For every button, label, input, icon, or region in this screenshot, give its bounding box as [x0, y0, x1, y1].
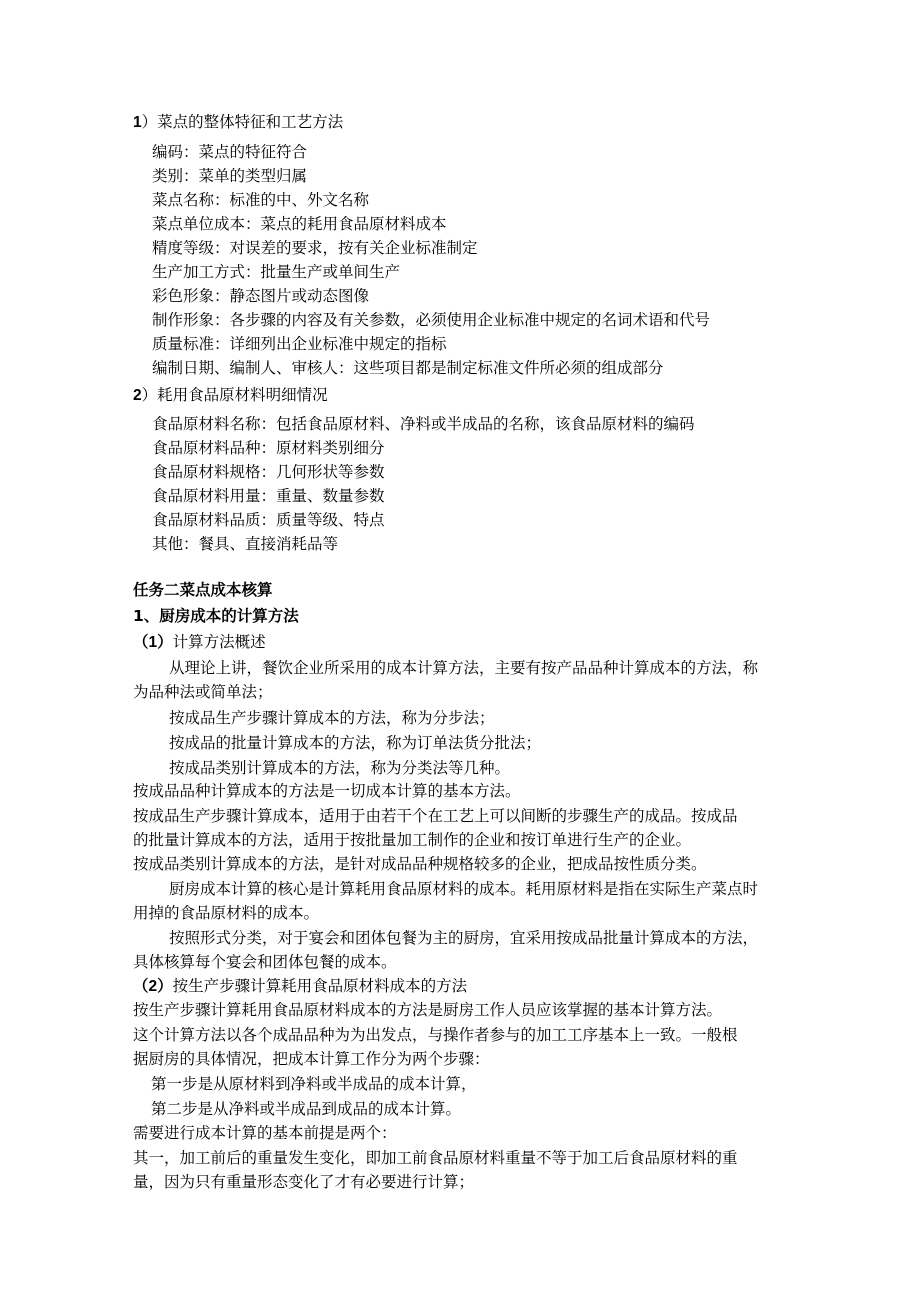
section1-item: 彩色形象：静态图片或动态图像: [152, 287, 370, 305]
part1-number: （1）: [133, 634, 173, 651]
section1-title: ）菜点的整体特征和工艺方法: [141, 113, 344, 131]
section1-item: 类别：菜单的类型归属: [152, 167, 308, 185]
section1-item: 精度等级：对误差的要求，按有关企业标准制定: [152, 239, 478, 257]
section1-number: 1: [133, 114, 142, 131]
part1-heading: [133, 630, 266, 655]
part2-title: 按生产步骤计算耗用食品原材料成本的方法: [172, 977, 468, 995]
part1-title: 计算方法概述: [172, 633, 266, 651]
part1-line: 按成品的批量计算成本的方法，称为订单法货分批法；: [169, 734, 542, 752]
part2-line: 这个计算方法以各个成品品种为为出发点，与操作者参与的加工工序基本上一致。一般根: [133, 1026, 738, 1044]
part2-heading: [133, 974, 467, 999]
part2-line: 量，因为只有重量形态变化了才有必要进行计算；: [133, 1173, 475, 1191]
section2-item: 食品原材料名称：包括食品原材料、净料或半成品的名称，该食品原材料的编码: [152, 415, 695, 433]
part1-line: 按成品品种计算成本的方法是一切成本计算的基本方法。: [133, 782, 521, 800]
part2-line: 其一，加工前后的重量发生变化，即加工前食品原材料重量不等于加工后食品原材料的重: [133, 1149, 738, 1167]
part1-line: 为品种法或简单法；: [133, 683, 273, 701]
part2-line: 第一步是从原材料到净料或半成品的成本计算，: [151, 1075, 477, 1093]
part2-number: （2）: [133, 978, 173, 995]
section1-heading: [133, 110, 343, 135]
part2-line: 需要进行成本计算的基本前提是两个：: [133, 1124, 397, 1142]
part1-line: 按成品类别计算成本的方法，是针对成品品种规格较多的企业，把成品按性质分类。: [133, 855, 707, 873]
part1-line: 厨房成本计算的核心是计算耗用食品原材料的成本。耗用原材料是指在实际生产菜点时: [169, 880, 759, 898]
part2-line: 第二步是从净料或半成品到成品的成本计算。: [151, 1100, 462, 1118]
section2-item: 其他：餐具、直接消耗品等: [152, 535, 339, 553]
task-subtitle: 1、厨房成本的计算方法: [133, 607, 299, 625]
section1-item: 编码：菜点的特征符合: [152, 143, 308, 161]
section1-item: 菜点名称：标准的中、外文名称: [152, 191, 370, 209]
section2-heading: [133, 383, 328, 408]
section2-item: 食品原材料品种：原材料类别细分: [152, 439, 385, 457]
part1-line: 用掉的食品原材料的成本。: [133, 904, 320, 922]
section1-item: 编制日期、编制人、审核人：这些项目都是制定标准文件所必须的组成部分: [152, 359, 664, 377]
part1-line: 具体核算每个宴会和团体包餐的成本。: [133, 953, 397, 971]
section2-item: 食品原材料用量：重量、数量参数: [152, 487, 385, 505]
part1-line: 按成品生产步骤计算成本的方法，称为分步法；: [169, 709, 495, 727]
section2-item: 食品原材料规格：几何形状等参数: [152, 463, 385, 481]
section1-item: 质量标准：详细列出企业标准中规定的指标: [152, 335, 447, 353]
section1-item: 生产加工方式：批量生产或单间生产: [152, 263, 401, 281]
section2-item: 食品原材料品质：质量等级、特点: [152, 511, 385, 529]
part1-line: 按成品生产步骤计算成本，适用于由若干个在工艺上可以间断的步骤生产的成品。按成品: [133, 807, 738, 825]
section2-number: 2: [133, 387, 142, 404]
section1-item: 菜点单位成本：菜点的耗用食品原材料成本: [152, 215, 447, 233]
section1-item: 制作形象：各步骤的内容及有关参数，必须使用企业标准中规定的名词术语和代号: [152, 311, 711, 329]
part1-line: 从理论上讲，餐饮企业所采用的成本计算方法，主要有按产品品种计算成本的方法，称: [169, 659, 759, 677]
section2-title: ）耗用食品原材料明细情况: [141, 386, 328, 404]
task-title: 任务二菜点成本核算: [133, 581, 273, 599]
part1-line: 按照形式分类，对于宴会和团体包餐为主的厨房，宜采用按成品批量计算成本的方法，: [169, 929, 759, 947]
part2-line: 据厨房的具体情况，把成本计算工作分为两个步骤：: [133, 1050, 490, 1068]
part2-line: 按生产步骤计算耗用食品原材料成本的方法是厨房工作人员应该掌握的基本计算方法。: [133, 1001, 723, 1019]
part1-line: 的批量计算成本的方法，适用于按批量加工制作的企业和按订单进行生产的企业。: [133, 831, 692, 849]
part1-line: 按成品类别计算成本的方法，称为分类法等几种。: [169, 759, 511, 777]
